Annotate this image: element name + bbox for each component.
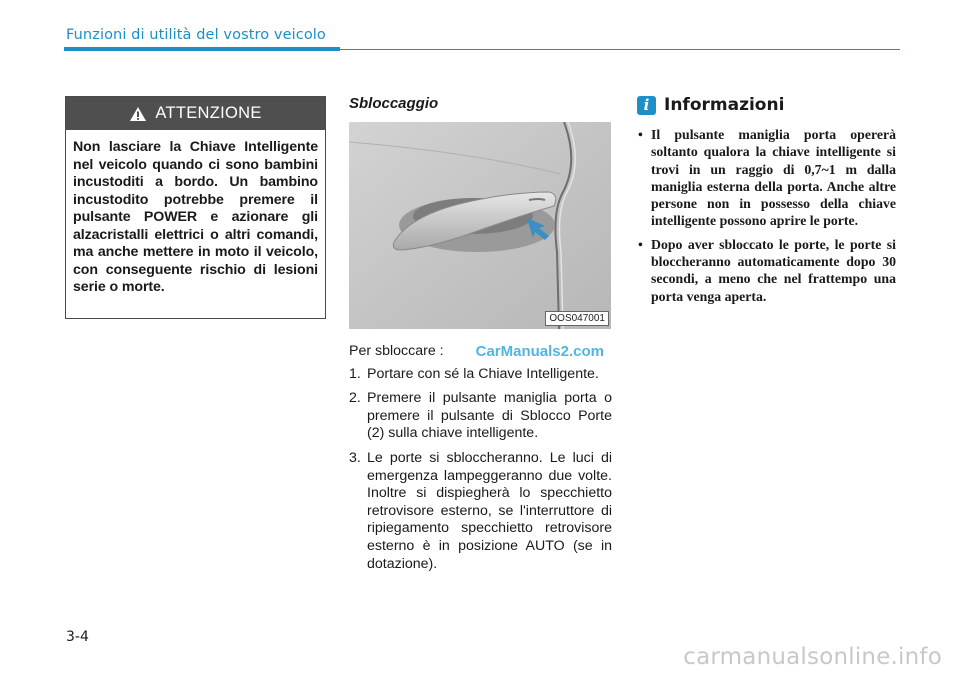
warning-header <box>66 97 325 130</box>
site-watermark: carmanualsonline.info <box>683 644 942 670</box>
unlock-heading: Sbloccaggio <box>349 95 439 112</box>
step-item <box>349 390 612 443</box>
door-handle-photo <box>349 122 611 329</box>
page-number: 3-4 <box>66 629 89 645</box>
step-number: 2. <box>349 390 361 407</box>
header-rule-thick <box>64 47 340 51</box>
header-rule-thin <box>340 49 900 50</box>
warning-triangle-icon <box>129 106 147 122</box>
step-number: 3. <box>349 449 361 466</box>
unlock-intro: Per sbloccare : <box>349 343 444 359</box>
info-list <box>637 126 896 311</box>
warning-text: Non lasciare la Chiave Intelligente nel veicolo quando ci sono bambini incustoditi a bordo. Un bambino incustodito potrebbe premere il pulsante POWER e azionare gli alzacristalli elettrici o altri comandi, ma anche mettere in moto il veicolo, con conseguente rischio di lesioni serie o morte. <box>73 139 318 295</box>
step-text: Premere il pulsante maniglia porta o premere il pulsante di Sblocco Porte (2) sulla chiave intelligente. <box>367 390 612 442</box>
bullet: • <box>638 236 643 252</box>
list-item <box>637 236 896 305</box>
unlock-instructions <box>349 343 612 580</box>
info-heading <box>637 95 784 115</box>
warning-title: ATTENZIONE <box>155 104 262 122</box>
watermark-text: CarManuals2.com <box>475 343 605 360</box>
info-icon: i <box>637 96 656 115</box>
step-text: Le porte si sbloccheranno. Le luci di emergenza lampeggeranno due volte. Inoltre si dispiegherà lo specchietto retrovisore esterno, se l'interruttore di ripiegamento specchietto retrovisore esterno è in posizione AUTO (se in dotazione). <box>367 449 612 572</box>
info-item-text: Dopo aver sbloccato le porte, le porte si bloccheranno automaticamente dopo 30 secondi, a meno che nel frattempo una porta venga aperta. <box>651 236 896 304</box>
step-number: 1. <box>349 365 361 382</box>
step-text: Portare con sé la Chiave Intelligente. <box>367 365 599 382</box>
image-code-label: OOS047001 <box>545 311 609 326</box>
bullet: • <box>638 127 643 142</box>
list-item <box>637 126 896 230</box>
step-item <box>349 366 612 384</box>
step-item <box>349 450 612 573</box>
warning-box <box>65 96 326 319</box>
info-title: Informazioni <box>664 95 785 115</box>
info-item-text: Il pulsante maniglia porta opererà soltanto qualora la chiave intelligente si trovi in un raggio di 0,7~1 m dalla maniglia esterna della porta. Anche altre persone non in possesso della chiave intelligente possono aprire le porte. <box>651 127 896 229</box>
section-title: Funzioni di utilità del vostro veicolo <box>66 27 326 43</box>
